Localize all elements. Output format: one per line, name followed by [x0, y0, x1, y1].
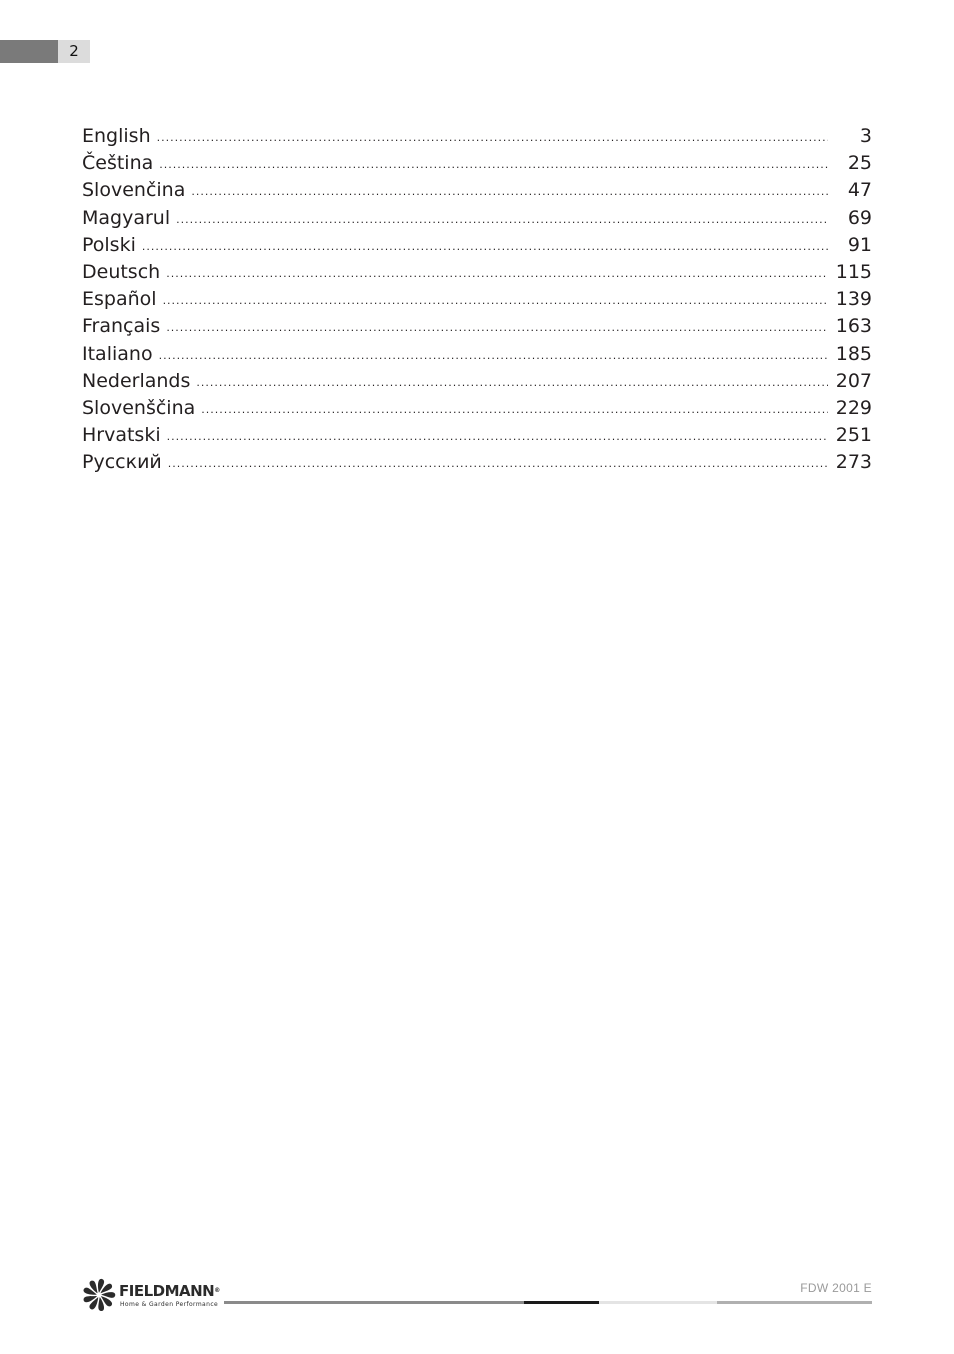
page-number: 2 [58, 40, 90, 63]
footer-line-light [599, 1301, 717, 1304]
footer-line-black [524, 1301, 599, 1304]
toc-leader-dots [201, 396, 827, 423]
toc-entry-cestina[interactable] [82, 150, 872, 177]
table-of-contents [82, 123, 872, 476]
toc-entry-page: 25 [847, 152, 872, 175]
toc-leader-dots [159, 342, 828, 369]
toc-entry-francais[interactable] [82, 313, 872, 340]
toc-entry-page: 229 [835, 396, 872, 419]
toc-leader-dots [168, 450, 828, 477]
toc-entry-page: 163 [835, 315, 872, 338]
brand-name: FIELDMANN® [119, 1282, 220, 1300]
toc-entry-russkiy[interactable] [82, 449, 872, 476]
toc-entry-label: Polski [82, 233, 136, 256]
toc-entry-label: Čeština [82, 152, 154, 175]
toc-entry-espanol[interactable] [82, 286, 872, 313]
toc-entry-page: 251 [835, 424, 872, 447]
toc-leader-dots [166, 260, 828, 287]
model-number: FDW 2001 E [800, 1281, 872, 1295]
toc-entry-slovencina[interactable] [82, 177, 872, 204]
toc-entry-nederlands[interactable] [82, 368, 872, 395]
page-footer [82, 1276, 872, 1316]
toc-entry-page: 139 [835, 288, 872, 311]
toc-leader-dots [157, 124, 828, 151]
toc-leader-dots [191, 178, 828, 205]
toc-leader-dots [176, 206, 828, 233]
toc-entry-italiano[interactable] [82, 341, 872, 368]
toc-entry-label: Deutsch [82, 260, 161, 283]
toc-entry-label: Hrvatski [82, 424, 161, 447]
toc-leader-dots [167, 423, 828, 450]
toc-entry-page: 115 [835, 260, 872, 283]
toc-entry-polski[interactable] [82, 232, 872, 259]
toc-entry-label: Italiano [82, 342, 153, 365]
page-tab-bar [0, 40, 58, 63]
page-number-tab [0, 40, 90, 63]
toc-entry-label: Français [82, 315, 161, 338]
toc-leader-dots [163, 287, 828, 314]
toc-entry-page: 47 [847, 179, 872, 202]
toc-leader-dots [166, 314, 827, 341]
toc-entry-page: 91 [847, 233, 872, 256]
toc-entry-page: 273 [835, 451, 872, 474]
toc-entry-label: Slovenščina [82, 396, 196, 419]
fieldmann-logo [82, 1278, 222, 1312]
toc-entry-label: Slovenčina [82, 179, 186, 202]
footer-line-dark [224, 1301, 524, 1304]
footer-line-mid [717, 1301, 872, 1304]
toc-entry-page: 3 [859, 125, 872, 147]
toc-entry-label: Magyarul [82, 206, 171, 229]
toc-entry-slovenscina[interactable] [82, 395, 872, 422]
toc-entry-label: English [82, 125, 151, 147]
toc-leader-dots [196, 369, 827, 396]
toc-entry-deutsch[interactable] [82, 259, 872, 286]
toc-entry-english[interactable] [82, 123, 872, 150]
brand-tagline: Home & Garden Performance [120, 1301, 219, 1308]
toc-leader-dots [142, 233, 828, 260]
toc-entry-label: Nederlands [82, 369, 191, 392]
toc-entry-label: Español [82, 288, 157, 311]
toc-leader-dots [159, 151, 828, 178]
toc-entry-page: 69 [847, 206, 872, 229]
toc-entry-label: Русский [82, 451, 162, 474]
toc-entry-hrvatski[interactable] [82, 422, 872, 449]
toc-entry-page: 207 [835, 369, 872, 392]
flower-logo-icon [82, 1278, 116, 1312]
toc-entry-page: 185 [835, 342, 872, 365]
toc-entry-magyarul[interactable] [82, 205, 872, 232]
